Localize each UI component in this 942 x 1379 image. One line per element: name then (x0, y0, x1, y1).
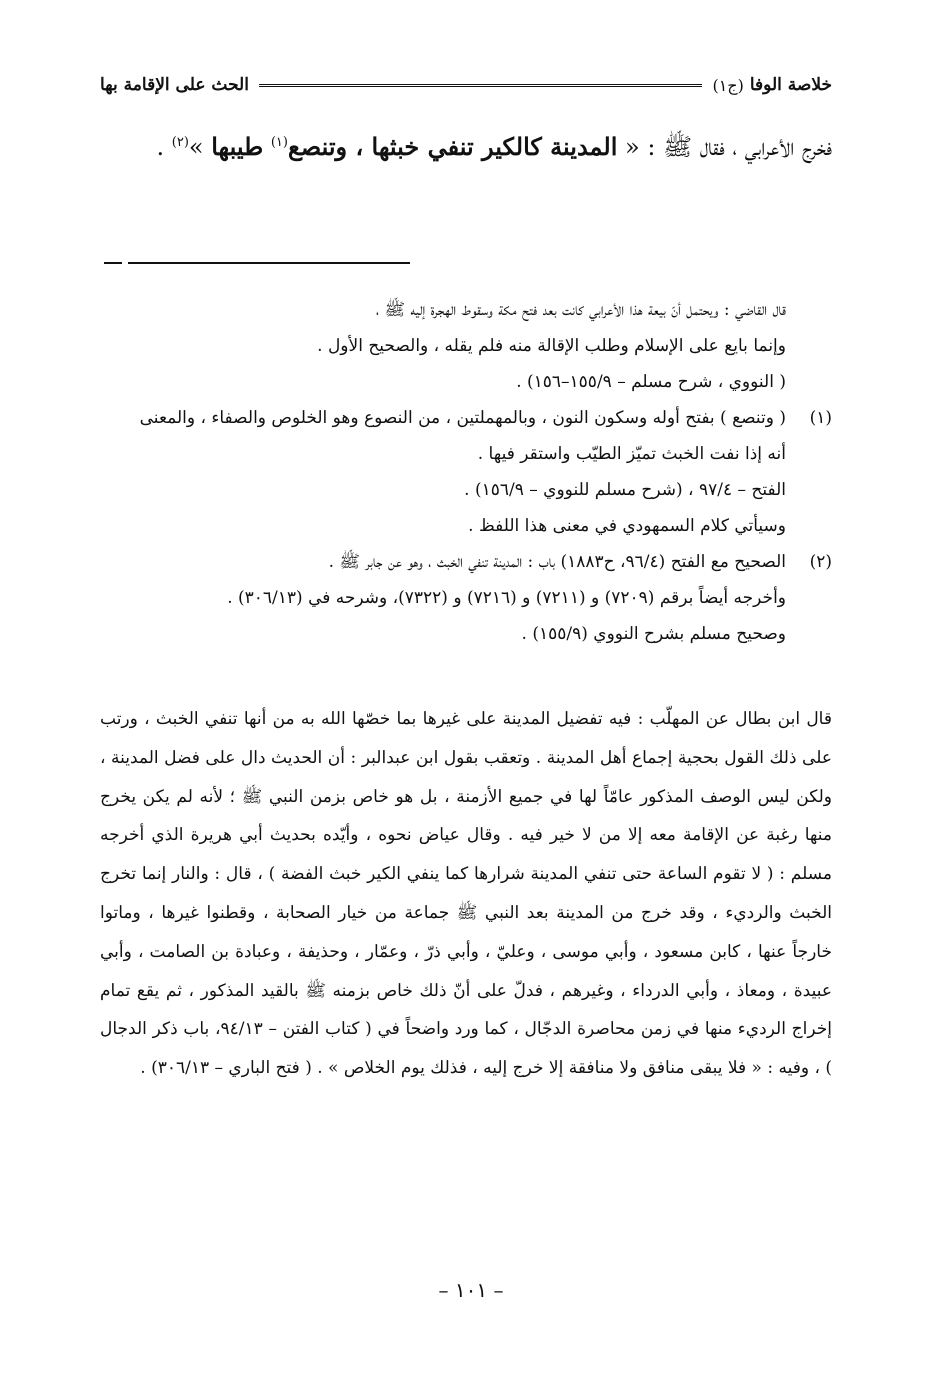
footnote-2-line: وأخرجه أيضاً برقم (٧٢٠٩) و (٧٢١١) و (٧٢١٦) و (٧٣٢٢)، وشرحه في (٣٠٦/١٣) . (227, 588, 786, 608)
chapter-title: الحث على الإقامة بها (100, 75, 249, 95)
main-intro: فخرج الأعرابي ، فقال ﷺ : « (625, 133, 832, 161)
page-number: – ١٠١ – (438, 1278, 504, 1302)
footnote-2-text: الصحيح مع الفتح (٩٦/٤، ح١٨٨٣) باب : المدينة تنفي الخبث ، وهو عن جابر ﷺ . (328, 552, 786, 572)
book-title: خلاصة الوفا (749, 75, 832, 95)
footnote-1-line: أنه إذا نفت الخبث تميّز الطيّب واستقر فيها . (477, 444, 786, 464)
footnote-separator (128, 262, 410, 264)
footnote-1-line: وسيأتي كلام السمهودي في معنى هذا اللفظ . (468, 516, 786, 536)
footnote-1-line: الفتح – ٩٧/٤ ، (شرح مسلم للنووي – ١٥٦/٩) . (464, 480, 786, 500)
footnote-1-text: ( وتنصع ) بفتح أوله وسكون النون ، وبالمهملتين ، من النصوع وهو الخلوص والصفاء ، والمعنى (139, 408, 786, 428)
main-end: . (156, 133, 172, 161)
footnote-continued-line: ( النووي ، شرح مسلم – ١٥٥/٩–١٥٦) . (516, 372, 786, 392)
main-paragraph (100, 118, 832, 176)
footnote-2-marker: (٢) (809, 552, 832, 572)
footnote-1-marker: (١) (809, 408, 832, 428)
footnote-1-first-line (100, 400, 832, 436)
footnote-continued-line: قال القاضي : ويحتمل أنّ بيعة هذا الأعرابي كانت بعد فتح مكة وسقوط الهجرة إليه ﷺ ، (375, 300, 786, 320)
closing-quote: » (188, 133, 212, 161)
footnote-2-first-line (100, 544, 832, 580)
header-rule (259, 84, 702, 87)
footnote-reference-2[interactable]: (٢) (171, 135, 189, 150)
volume-number: (ج١) (712, 75, 744, 95)
footnote-2-commentary: قال ابن بطال عن المهلّب : فيه تفضيل المدينة على غيرها بما خصّها الله به من أنها تنفي الخبث ، ورتب على ذلك القول بحجية إجماع أهل المدينة . وتعقب بقول ابن عبدالبر : أن الحديث دال على فضل المدينة ، ولكن ليس الوصف المذكور عامّاً لها في جميع الأزمنة ، بل هو خاص بزمن النبي ﷺ ؛ لأنه لم يكن يخرج منها رغبة عن الإقامة معه إلا من لا خير فيه . وقال عياض نحوه ، وأيّده بحديث أبي هريرة الذي أخرجه مسلم : ( لا تقوم الساعة حتى تنفي المدينة شرارها كما ينفي الكير خبث الفضة ) ، قال : والنار إنما تخرج الخبث والرديء ، وقد خرج من المدينة بعد النبي ﷺ جماعة من خيار الصحابة ، وقطنوا غيرها ، وماتوا خارجاً عنها ، كابن مسعود ، وأبي موسى ، وعليّ ، وأبي ذرّ ، وعمّار ، وحذيفة ، وعبادة بن الصامت ، وأبي عبيدة ، ومعاذ ، وأبي الدرداء ، وغيرهم ، فدلّ على أنّ ذلك خاص بزمنه ﷺ بالقيد المذكور ، ثم يقع تمام إخراج الرديء منها في زمن محاصرة الدجّال ، كما ورد واضحاً في ( كتاب الفتن – ٩٤/١٣، باب ذكر الدجال ) ، وفيه : « فلا يبقى منافق ولا منافقة إلا خرج إليه ، فذلك يوم الخلاص » . ( فتح الباري – ٣٠٦/١٣) . (100, 709, 832, 1079)
hadith-text-part2: طيبها (211, 132, 264, 161)
hadith-text-part1: المدينة كالكير تنفي خبثها ، وتنصع (287, 132, 618, 161)
footnote-separator-tick (104, 262, 122, 264)
footnotes (100, 292, 832, 652)
running-header (100, 70, 832, 100)
footnote-continued-line: وإنما بايع على الإسلام وطلب الإقالة منه فلم يقله ، والصحيح الأول . (317, 336, 786, 356)
footnote-reference-1[interactable]: (١) (270, 135, 288, 150)
footnote-2-line: وصحيح مسلم بشرح النووي (١٥٥/٩) . (521, 624, 786, 644)
